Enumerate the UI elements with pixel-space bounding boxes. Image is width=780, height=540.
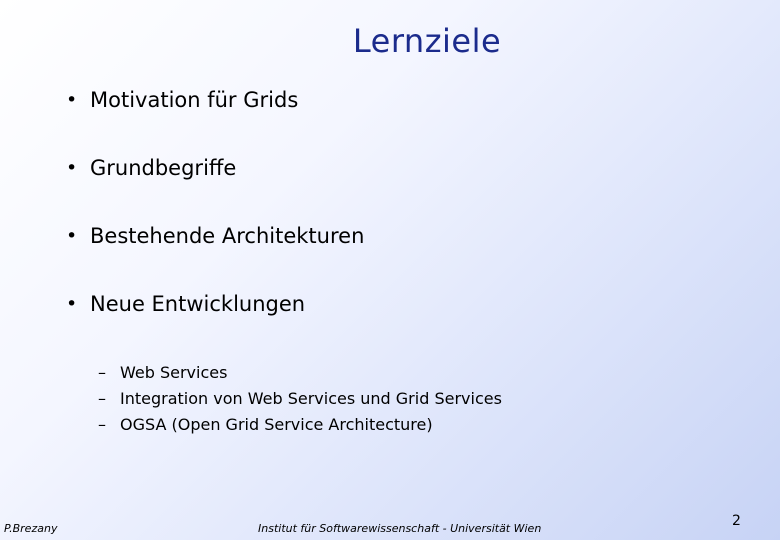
subbullet-text: OGSA (Open Grid Service Architecture) [120,415,433,434]
subbullet-text: Web Services [120,363,228,382]
bullet-marker: • [66,157,78,179]
bullet-marker: • [66,293,78,315]
footer-institute: Institut für Softwarewissenschaft - Universität Wien [258,522,542,535]
subbullet-item [98,412,502,438]
bullet-item [66,218,716,286]
subbullet-marker: – [98,415,106,434]
subbullet-marker: – [98,389,106,408]
bullet-text: Grundbegriffe [90,156,237,180]
bullet-item [66,286,716,354]
bullet-item [66,150,716,218]
page-number: 2 [732,513,741,529]
subbullet-text: Integration von Web Services und Grid Services [120,389,502,408]
slide-title [0,22,780,60]
bullet-marker: • [66,89,78,111]
bullet-marker: • [66,225,78,247]
subbullet-marker: – [98,363,106,382]
slide-title-text: Lernziele [352,22,502,60]
bullet-text: Bestehende Architekturen [90,224,365,248]
bullet-list [66,82,716,354]
footer-author: P.Brezany [4,522,58,535]
subbullet-item [98,360,502,386]
subbullet-list [98,360,502,438]
bullet-text: Motivation für Grids [90,88,299,112]
bullet-text: Neue Entwicklungen [90,292,306,316]
bullet-item [66,82,716,150]
subbullet-item [98,386,502,412]
